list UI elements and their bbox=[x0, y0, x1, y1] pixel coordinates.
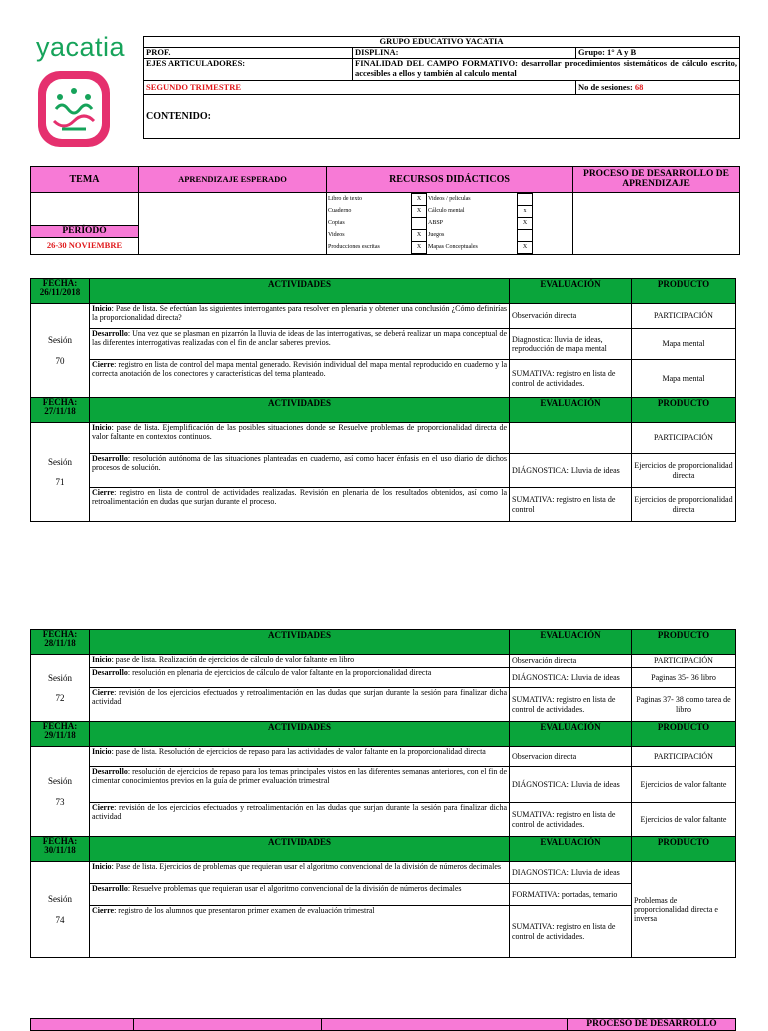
recurso-right-checkbox[interactable] bbox=[518, 230, 533, 242]
recurso-left-checkbox[interactable]: X bbox=[412, 230, 427, 242]
activity-row bbox=[31, 884, 736, 906]
activity-label: Cierre bbox=[92, 688, 115, 697]
session-label: Sesión bbox=[47, 894, 72, 905]
activity-text: Desarrollo: Una vez que se plasman en pizarrón la lluvia de ideas de las interrogativas, se deberá realizar un mapa conceptual de las diferentes interrogativas realizadas con el fin de anclar saberes previos. bbox=[90, 329, 510, 360]
activity-row bbox=[31, 454, 736, 488]
fecha-label: FECHA: 28/11/18 bbox=[31, 630, 90, 655]
product-text: PARTICIPACIÓN bbox=[632, 304, 736, 329]
evaluation-text: SUMATIVA: registro en lista de control de actividades. bbox=[510, 906, 632, 958]
evaluation-text: SUMATIVA: registro en lista de control de actividades. bbox=[510, 360, 632, 398]
recurso-right-label: Videos / peliculas bbox=[428, 195, 471, 202]
activity-text: Inicio: pase de lista. Ejemplificación de las posibles situaciones donde se Resuelve problemas de proporcionalidad directa de valor faltante en contextos continuos. bbox=[90, 423, 510, 454]
activity-row bbox=[31, 862, 736, 884]
evaluation-text: DIÁGNOSTICA: Lluvia de ideas bbox=[510, 454, 632, 488]
product-text: PARTICIPACIÓN bbox=[632, 747, 736, 767]
recurso-right-checkbox[interactable]: X bbox=[518, 242, 533, 254]
session-cell bbox=[31, 655, 90, 722]
actividades-header: ACTIVIDADES bbox=[90, 837, 510, 862]
fecha-label: FECHA: 29/11/18 bbox=[31, 722, 90, 747]
finalidad-field: FINALIDAD DEL CAMPO FORMATIVO: desarrollar procedimientos sistemáticos de cálculo escrito, accesibles a ellos y también al calculo mental bbox=[353, 59, 740, 81]
partial-footer-row bbox=[30, 1018, 736, 1031]
activity-label: Inicio bbox=[92, 304, 112, 313]
product-text: Mapa mental bbox=[632, 329, 736, 360]
activity-row bbox=[31, 488, 736, 522]
product-text: Ejercicios de proporcionalidad directa bbox=[632, 488, 736, 522]
plan-table bbox=[30, 166, 740, 255]
producto-header: PRODUCTO bbox=[632, 722, 736, 747]
session-number: 70 bbox=[55, 355, 65, 366]
recurso-left-checkbox[interactable]: X bbox=[412, 206, 427, 218]
producto-header: PRODUCTO bbox=[632, 837, 736, 862]
session-cell bbox=[31, 862, 90, 958]
evaluacion-header: EVALUACIÓN bbox=[510, 630, 632, 655]
activity-row bbox=[31, 803, 736, 837]
activity-row bbox=[31, 655, 736, 668]
session-label: Sesión bbox=[47, 335, 72, 346]
recursos-header: RECURSOS DIDÁCTICOS bbox=[327, 167, 573, 193]
activity-text: Inicio: pase de lista. Realización de ejercicios de cálculo de valor faltante en libro bbox=[90, 655, 510, 668]
actividades-header: ACTIVIDADES bbox=[90, 279, 510, 304]
activity-text: Inicio: pase de lista. Resolución de ejercicios de repaso para las actividades de valor faltante en la proporcionalidad directa bbox=[90, 747, 510, 767]
evaluation-text: DIÁGNOSTICA: Lluvia de ideas bbox=[510, 668, 632, 688]
product-text: PARTICIPACIÓN bbox=[632, 423, 736, 454]
recurso-right-checkbox[interactable]: x bbox=[518, 206, 533, 218]
session-number: 73 bbox=[55, 796, 65, 807]
recurso-right-checkbox[interactable]: X bbox=[518, 218, 533, 230]
product-text: Ejercicios de proporcionalidad directa bbox=[632, 454, 736, 488]
activity-text: Cierre: revisión de los ejercicios efectuados y retroalimentación en las dudas que surjan durante la sesión para finalizar dicha actividad bbox=[90, 688, 510, 722]
session-label: Sesión bbox=[47, 672, 72, 683]
recurso-left-label: Producciones escritas bbox=[328, 243, 380, 250]
recurso-left-checkbox[interactable]: X bbox=[412, 242, 427, 254]
recurso-row bbox=[327, 218, 572, 230]
fecha-label: FECHA: 26/11/2018 bbox=[31, 279, 90, 304]
activity-text: Cierre: registro en lista de control de actividades realizadas. Revisión en plenaria de los resultados obtenidos, así como la retroalimentación en dudas que surjan durante el proceso. bbox=[90, 488, 510, 522]
actividades-header: ACTIVIDADES bbox=[90, 398, 510, 423]
actividades-header: ACTIVIDADES bbox=[90, 630, 510, 655]
recurso-right-label: Juegos bbox=[428, 231, 445, 238]
recurso-left-label: Libro de texto bbox=[328, 195, 362, 202]
evaluation-text: Observacion directa bbox=[510, 747, 632, 767]
ejes-field: EJES ARTICULADORES: bbox=[144, 59, 353, 81]
recurso-row bbox=[327, 230, 572, 242]
recursos-list bbox=[327, 193, 572, 254]
activity-row bbox=[31, 423, 736, 454]
proceso-cell bbox=[573, 193, 740, 255]
recurso-right-checkbox[interactable] bbox=[518, 194, 533, 206]
sessions-block-1 bbox=[30, 278, 736, 522]
activity-label: Desarrollo bbox=[92, 329, 128, 338]
activity-label: Cierre bbox=[92, 906, 115, 915]
trimestre-field: SEGUNDO TRIMESTRE bbox=[144, 81, 576, 95]
session-header-row bbox=[31, 837, 736, 862]
producto-header: PRODUCTO bbox=[632, 398, 736, 423]
recurso-row bbox=[327, 242, 572, 254]
evaluacion-header: EVALUACIÓN bbox=[510, 398, 632, 423]
activity-label: Cierre bbox=[92, 360, 115, 369]
evaluation-text: SUMATIVA: registro en lista de control de actividades. bbox=[510, 803, 632, 837]
activity-row bbox=[31, 747, 736, 767]
session-cell bbox=[31, 747, 90, 837]
grupo-field: Grupo: 1° A y B bbox=[576, 48, 740, 59]
evaluation-text bbox=[510, 423, 632, 454]
evaluation-text: DIAGNOSTICA: Lluvia de ideas bbox=[510, 862, 632, 884]
product-text: PARTICIPACIÓN bbox=[632, 655, 736, 668]
yacatia-logo bbox=[36, 32, 126, 149]
activity-text: Cierre: revisión de los ejercicios efectuados y retroalimentación en las dudas que surjan durante la sesión para finalizar dicha actividad bbox=[90, 803, 510, 837]
evaluacion-header: EVALUACIÓN bbox=[510, 722, 632, 747]
fecha-label: FECHA: 27/11/18 bbox=[31, 398, 90, 423]
session-header-row bbox=[31, 398, 736, 423]
evaluation-text: DIÁGNOSTICA: Lluvia de ideas bbox=[510, 767, 632, 803]
product-text: Ejercicios de valor faltante bbox=[632, 767, 736, 803]
sesiones-field: No de sesiones: 68 bbox=[576, 81, 740, 95]
session-number: 72 bbox=[55, 693, 65, 703]
contenido-field: CONTENIDO: bbox=[144, 95, 740, 139]
session-label: Sesión bbox=[47, 456, 72, 467]
recurso-right-label: Mapas Conceptuales bbox=[428, 243, 478, 250]
evaluacion-header: EVALUACIÓN bbox=[510, 279, 632, 304]
session-cell bbox=[31, 423, 90, 522]
activity-label: Inicio bbox=[92, 655, 112, 664]
activity-label: Inicio bbox=[92, 862, 112, 871]
activity-row bbox=[31, 906, 736, 958]
periodo-label: PERÍODO bbox=[31, 225, 138, 238]
activity-text: Cierre: registro en lista de control del mapa mental generado. Revisión individual del mapa mental reproducido en cuaderno y la correcta anotación de los conectores y características del tema planteado. bbox=[90, 360, 510, 398]
activity-text: Desarrollo: resolución autónoma de las situaciones planteadas en cuaderno, así como hacer énfasis en el uso diario de dichos procesos de solución. bbox=[90, 454, 510, 488]
activity-text: Desarrollo: resolución en plenaria de ejercicios de cálculo de valor faltante en la proporcionalidad directa bbox=[90, 668, 510, 688]
recurso-left-checkbox[interactable]: X bbox=[412, 194, 427, 206]
sessions-block-2 bbox=[30, 629, 736, 958]
activity-label: Cierre bbox=[92, 488, 115, 497]
session-number: 71 bbox=[55, 477, 65, 487]
recurso-left-label: Cuaderno bbox=[328, 207, 352, 214]
school-name: GRUPO EDUCATIVO YACATIA bbox=[144, 37, 740, 48]
product-text: Paginas 37- 38 como tarea de libro bbox=[632, 688, 736, 722]
product-text: Mapa mental bbox=[632, 360, 736, 398]
recurso-right-label: ABSP bbox=[428, 219, 444, 226]
activity-text: Desarrollo: resolución de ejercicios de repaso para los temas principales vistos en las diferentes semanas anteriores, con el fin de cimentar conocimientos previos en la guía de primer evaluación trimestral bbox=[90, 767, 510, 803]
activity-label: Inicio bbox=[92, 747, 112, 756]
activity-label: Desarrollo bbox=[92, 668, 128, 677]
evaluation-text: SUMATIVA: registro en lista de control bbox=[510, 488, 632, 522]
activity-row bbox=[31, 329, 736, 360]
session-cell bbox=[31, 304, 90, 398]
producto-header: PRODUCTO bbox=[632, 279, 736, 304]
disciplina-field: DISPLINA: bbox=[353, 48, 576, 59]
activity-row bbox=[31, 360, 736, 398]
periodo-cell bbox=[31, 193, 139, 255]
aprendizaje-header: APRENDIZAJE ESPERADO bbox=[139, 167, 327, 193]
recursos-cell bbox=[327, 193, 573, 255]
fecha-label: FECHA: 30/11/18 bbox=[31, 837, 90, 862]
session-header-row bbox=[31, 722, 736, 747]
evaluation-text: FORMATIVA: portadas, temario bbox=[510, 884, 632, 906]
activity-row bbox=[31, 304, 736, 329]
evaluacion-header: EVALUACIÓN bbox=[510, 837, 632, 862]
session-label: Sesión bbox=[47, 776, 72, 787]
recurso-row bbox=[327, 206, 572, 218]
periodo-value: 26-30 NOVIEMBRE bbox=[46, 240, 123, 251]
activity-row bbox=[31, 668, 736, 688]
activity-label: Cierre bbox=[92, 803, 115, 812]
activity-text: Inicio: Pase de lista. Se efectúan las siguientes interrogantes para resolver en plenaria y obtener una conclusión ¿Cómo definirías la proporcionalidad directa? bbox=[90, 304, 510, 329]
recurso-row bbox=[327, 194, 572, 206]
session-number: 74 bbox=[55, 914, 65, 925]
prof-field: PROF. bbox=[144, 48, 353, 59]
proceso-header-partial: PROCESO DE DESARROLLO bbox=[568, 1019, 736, 1031]
header-table bbox=[143, 36, 740, 139]
aprendizaje-cell bbox=[139, 193, 327, 255]
activity-label: Inicio bbox=[92, 423, 112, 432]
recurso-right-label: Cálculo mental bbox=[428, 207, 465, 214]
recurso-left-label: Copias bbox=[328, 219, 345, 226]
evaluation-text: Observación directa bbox=[510, 655, 632, 668]
activity-text: Desarrollo: Resuelve problemas que requieran usar el algoritmo convencional de la división de números decimales bbox=[90, 884, 510, 906]
tema-header: TEMA bbox=[31, 167, 139, 193]
activity-text: Cierre: registro de los alumnos que presentaron primer examen de evaluación trimestral bbox=[90, 906, 510, 958]
activity-label: Desarrollo bbox=[92, 767, 128, 776]
producto-header: PRODUCTO bbox=[632, 630, 736, 655]
logo-text: yacatia bbox=[36, 32, 126, 62]
proceso-header: PROCESO DE DESARROLLO DE APRENDIZAJE bbox=[573, 167, 740, 193]
session-header-row bbox=[31, 630, 736, 655]
product-text: Paginas 35- 36 libro bbox=[632, 668, 736, 688]
session-header-row bbox=[31, 279, 736, 304]
logo-emblem-icon bbox=[36, 69, 112, 149]
activity-row bbox=[31, 767, 736, 803]
evaluation-text: SUMATIVA: registro en lista de control de actividades. bbox=[510, 688, 632, 722]
evaluation-text: Diagnostica: lluvia de ideas, reproducción de mapa mental bbox=[510, 329, 632, 360]
recurso-left-label: Videos bbox=[328, 231, 345, 238]
recurso-left-checkbox[interactable] bbox=[412, 218, 427, 230]
activity-row bbox=[31, 688, 736, 722]
activity-label: Desarrollo bbox=[92, 454, 128, 463]
activity-label: Desarrollo bbox=[92, 884, 128, 893]
product-text: Ejercicios de valor faltante bbox=[632, 803, 736, 837]
evaluation-text: Observación directa bbox=[510, 304, 632, 329]
product-text: Problemas de proporcionalidad directa e inversa bbox=[632, 862, 736, 958]
activity-text: Inicio: Pase de lista. Ejercicios de problemas que requieran usar el algoritmo convencional de la división de números decimales bbox=[90, 862, 510, 884]
actividades-header: ACTIVIDADES bbox=[90, 722, 510, 747]
